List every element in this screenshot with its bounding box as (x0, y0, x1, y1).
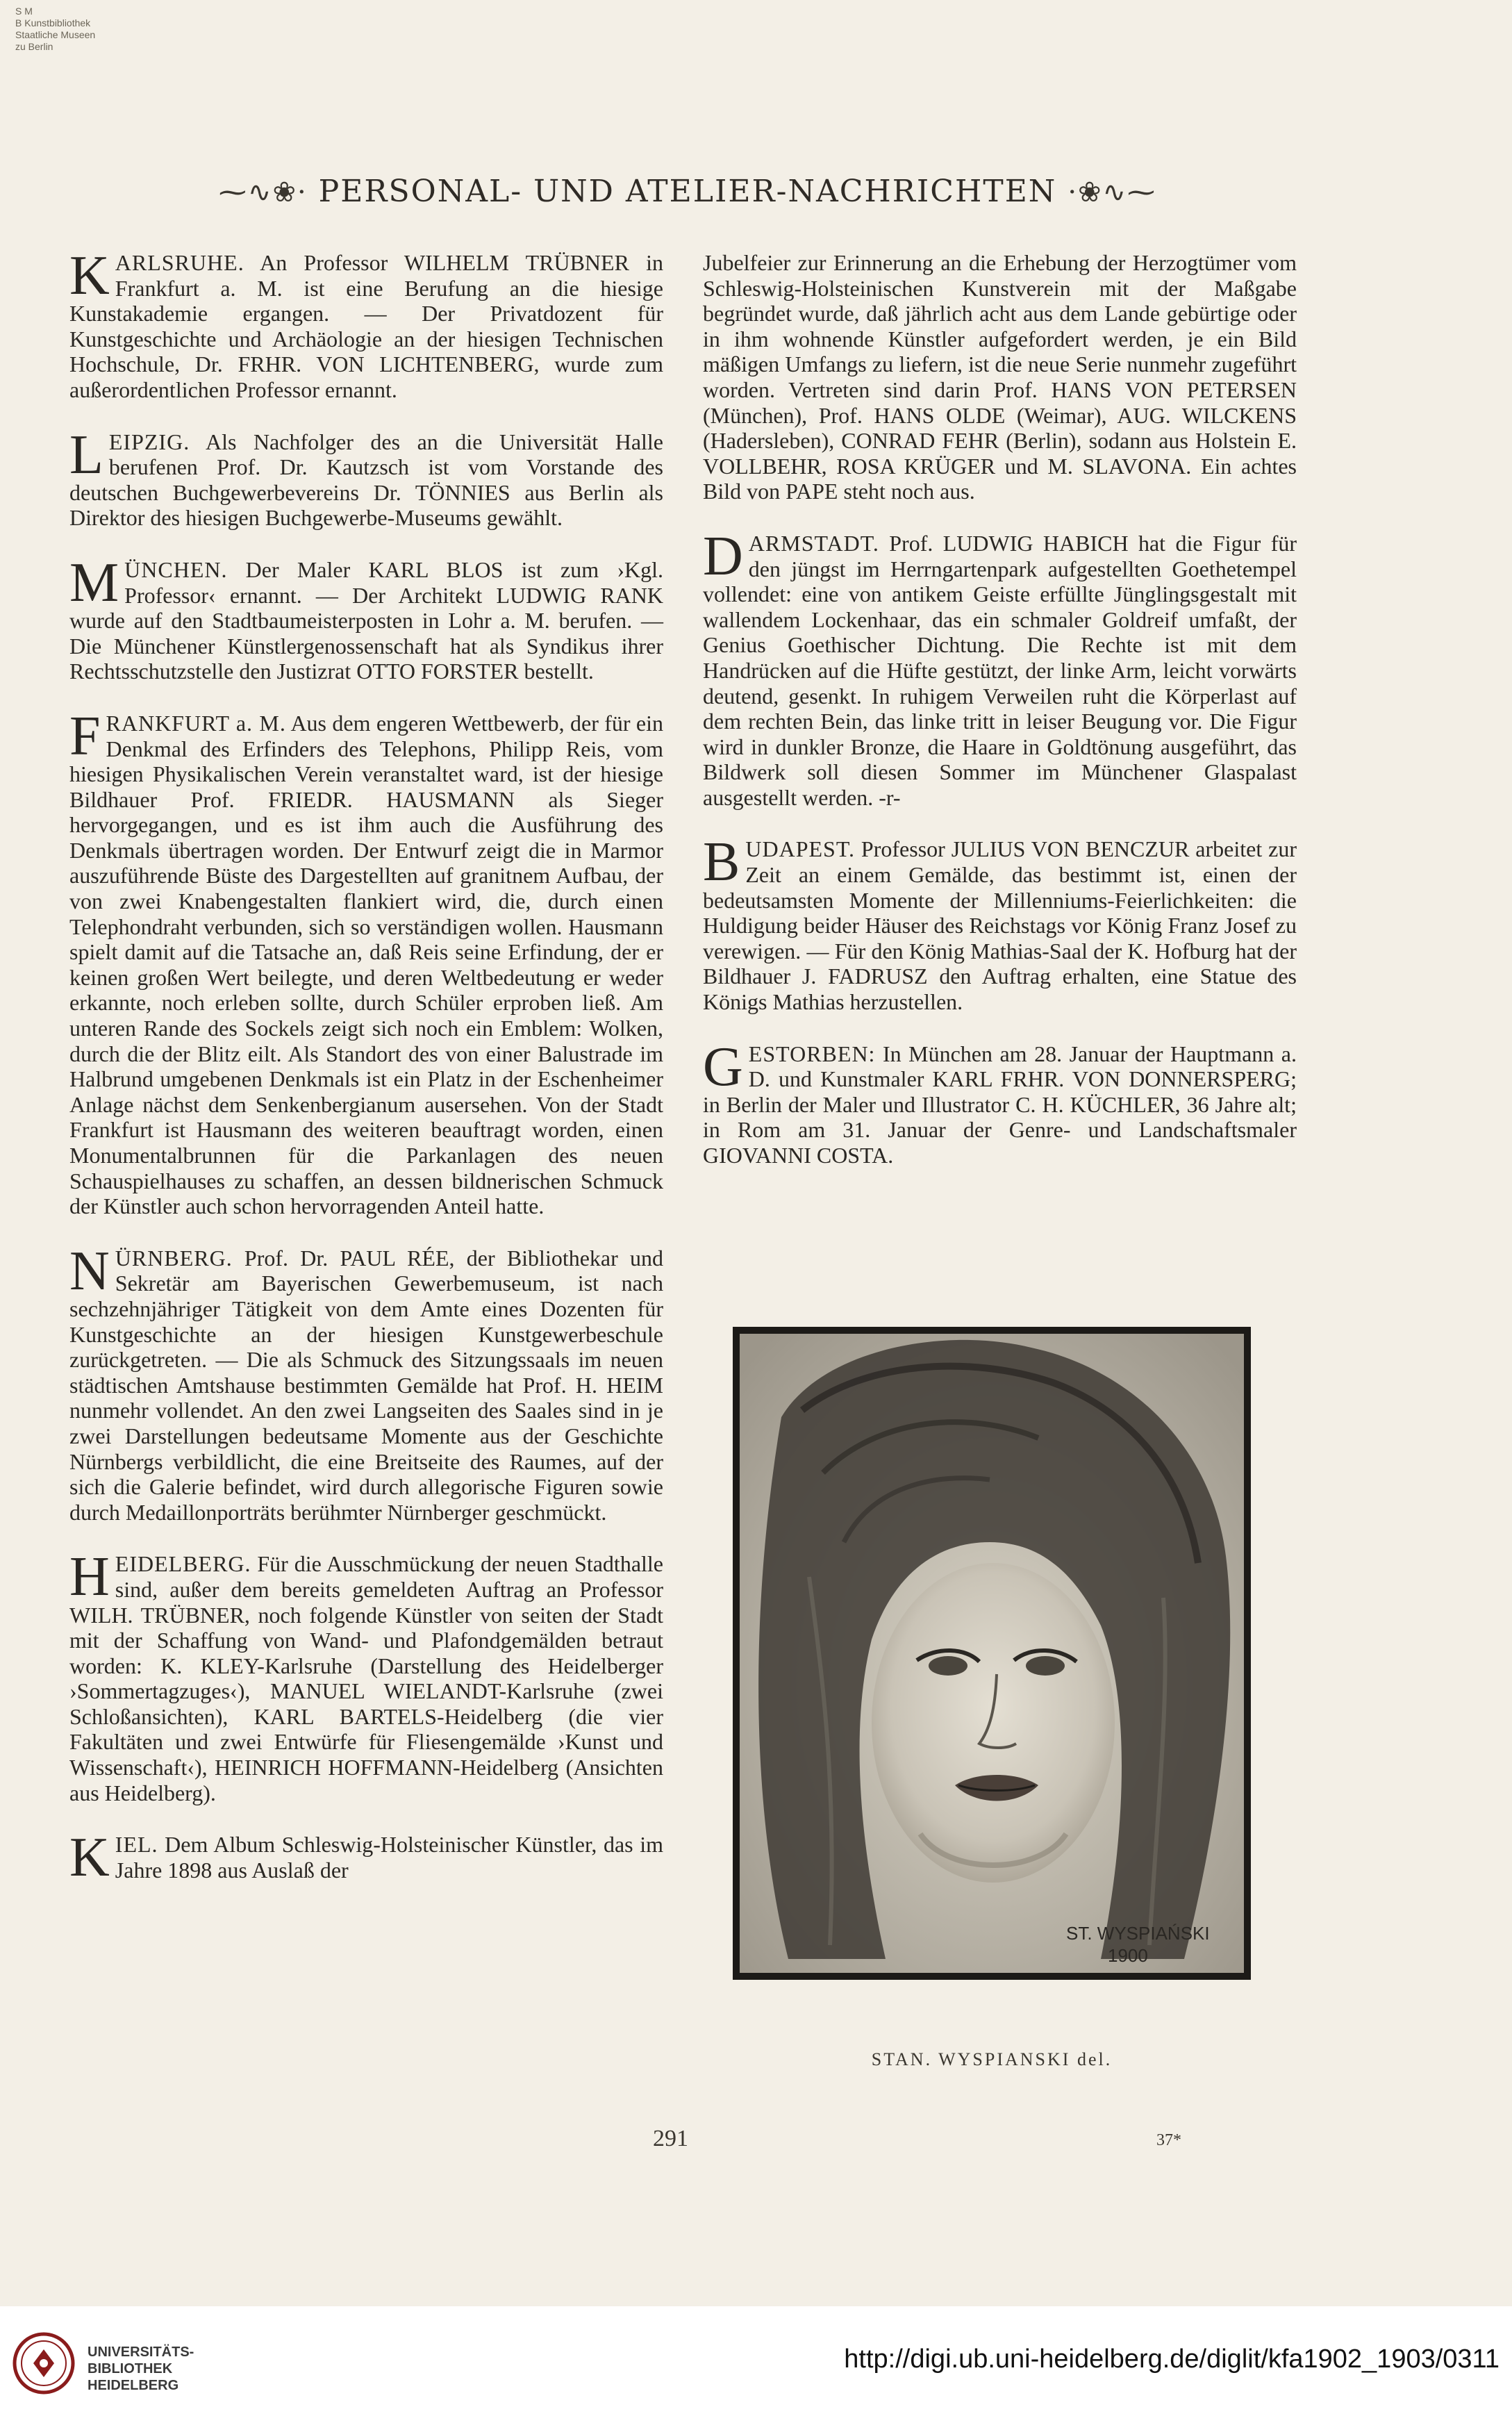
news-item (69, 1546, 663, 1805)
library-name (88, 2344, 194, 2394)
portrait-illustration (733, 1327, 1251, 1980)
stamp-line: Staatliche Museen (15, 29, 96, 40)
item-heading: RANKFURT a. M. (106, 710, 286, 736)
item-text: Für die Ausschmückung der neuen Stadthalle sind, außer dem bereits gemeldeten Auftrag an Professor WILH. TRÜBNER, noch folgende Künstler von seiten der Stadt mit der Schaffung von Wand- und Plafondgemälden betraut worden: K. KLEY-Karlsruhe (Darstellung des Heidelberger ›Sommertagzuges‹), MANUEL WIELANDT-Karlsruhe (zwei Schloßansichten), KARL BARTELS-Heidelberg (die vier Fakultäten und zwei Entwürfe für Fliesengemälde ›Kunst und Wissenschaft‹), HEINRICH HOFFMANN-Heidelberg (Ansichten aus Heidelberg). (69, 1551, 663, 1805)
left-column (69, 245, 663, 1909)
news-item (703, 832, 1297, 1015)
right-column (703, 250, 1297, 1195)
drop-cap: D (703, 525, 743, 587)
drop-cap: N (69, 1240, 110, 1302)
drop-cap: M (69, 552, 119, 613)
library-name-line: UNIVERSITÄTS- (88, 2345, 194, 2360)
item-text: Prof. LUDWIG HABICH hat die Figur für den jüngst im Herrngartenpark aufgestellten Goethetempel vollendet: eine von antikem Geiste erfüllte Jünglingsgestalt mit wallendem Lockenhaar, das ein schmaler Goldreif umfaßt, der Genius Goethischer Dichtung. Die Rechte ist mit dem Handrücken auf die Hüfte gestützt, der linke Arm, leicht vorwärts deutend, gesenkt. In ruhigem Verweilen ruht die Körperlast auf dem rechten Bein, das linke tritt in leiser Beugung vor. Die Figur wird in dunkler Bronze, die Haare in Goldtönung ausgeführt, das Bildwerk soll diesen Sommer im Münchener Glaspalast ausgestellt werden. -r- (703, 530, 1297, 810)
viewer-footer (0, 2306, 1512, 2423)
item-text: Dem Album Schleswig-Holsteinischer Künstler, das im Jahre 1898 aus Auslaß der (115, 1832, 663, 1883)
item-text: In München am 28. Januar der Hauptmann a. D. und Kunstmaler KARL FRHR. VON DONNERSPERG; in Berlin der Maler und Illustrator C. H. KÜCHLER, 36 Jahre alt; in Rom am 31. Januar der Genre- und Landschaftsmaler GIOVANNI COSTA. (703, 1041, 1297, 1168)
library-stamp (15, 6, 154, 53)
news-item-continued (703, 250, 1297, 504)
drop-cap: L (69, 424, 103, 486)
news-item (69, 424, 663, 531)
news-item (69, 1240, 663, 1525)
item-heading: ESTORBEN: (748, 1041, 876, 1066)
news-item (703, 525, 1297, 811)
news-item (69, 552, 663, 684)
item-heading: ÜRNBERG. (115, 1245, 233, 1271)
ornament-right-icon: ·❀∿⁓ (1067, 176, 1157, 208)
item-text: Als Nachfolger des an die Universität Halle berufenen Prof. Dr. Kautzsch ist vom Vorstande des deutschen Buchgewerbevereins Dr. TÖNNIES aus Berlin als Direktor des hiesigen Buchgewerbe-Museums gewählt. (69, 429, 663, 531)
item-heading: ARLSRUHE. (115, 250, 244, 275)
item-heading: EIPZIG. (108, 429, 190, 454)
permalink-url[interactable]: http://digi.ub.uni-heidelberg.de/diglit/kfa1902_1903/0311 (844, 2345, 1499, 2374)
stamp-line: zu Berlin (15, 41, 53, 52)
ornament-left-icon: ⁓∿❀· (218, 176, 308, 208)
signature-mark: 37* (1156, 2131, 1181, 2149)
drop-cap: H (69, 1546, 110, 1608)
item-heading: EIDELBERG. (115, 1551, 251, 1577)
item-heading: ÜNCHEN. (124, 556, 228, 582)
item-heading: UDAPEST. (745, 836, 855, 862)
news-item (703, 1036, 1297, 1168)
item-text: Aus dem engeren Wettbewerb, der für ein Denkmal des Erfinders des Telephons, Philipp Reis, vom hiesigen Physikalischen Verein veranstaltet ward, ist der hiesige Bildhauer Prof. FRIEDR. HAUSMANN als Sieger hervorgegangen, und es ist ihm auch die Ausführung des Denkmals übertragen worden. Der Entwurf zeigt die in Marmor auszuführende Büste des Dargestellten auf granitnem Aufbau, der von zwei Knabengestalten flankiert wird, die, durch einen Telephondraht verbunden, sich so verständigen wollen. Hausmann spielt damit auf die Tatsache an, daß Reis seine Erfindung, der er keinen großen Wert beilegte, und deren Weltbedeutung er weder erkannte, noch erleben sollte, durch Schüler erproben ließ. Am unteren Rande des Sockels zeigt sich noch ein Emblem: Wolken, durch die der Blitz eilt. Als Standort des von einer Balustrade im Halbrund umgebenen Denkmals ist ein Platz in der Eschenheimer Anlage nächst dem Senkenbergianum ausersehen. Von der Stadt Frankfurt ist Hausmann des weiteren beauftragt worden, einen Monumentalbrunnen für die Parkanlagen des neuen Schauspielhauses zu schaffen, an dessen bildnerischen Schmuck der Künstler auch schon hervorragenden Anteil hatte. (69, 710, 663, 1219)
item-text: Professor JULIUS VON BENCZUR arbeitet zur Zeit an einem Gemälde, das bestimmt ist, einen der bedeutsamsten Momente der Millenniums-Feierlichkeiten: die Huldigung beider Häuser des Reichstags vor König Franz Josef zu verewigen. — Für den König Mathias-Saal der K. Hofburg hat der Bildhauer J. FADRUSZ den Auftrag erhalten, eine Statue des Königs Mathias herzustellen. (703, 836, 1297, 1015)
news-item (69, 245, 663, 403)
artist-signature: ST. WYSPIAŃSKI (1066, 1923, 1210, 1944)
item-text: Jubelfeier zur Erinnerung an die Erhebung der Herzogtümer vom Schleswig-Holsteinischen Kunstverein mit der Maßgabe begründet wurde, daß jährlich acht aus dem Lande gebürtige oder in ihm wohnende Künstler aufgefordert werden, je ein Bild mäßigen Umfangs zu liefern, ist die neue Serie nunmehr zugeführt worden. Vertreten sind darin Prof. HANS VON PETERSEN (München), Prof. HANS OLDE (Weimar), AUG. WILCKENS (Hadersleben), CONRAD FEHR (Berlin), sodann aus Holstein E. VOLLBEHR, ROSA KRÜGER und M. SLAVONA. Ein achtes Bild von PAPE steht noch aus. (703, 250, 1297, 504)
child-portrait-sketch (740, 1334, 1244, 1973)
drop-cap: K (69, 245, 110, 306)
heidelberg-seal-icon (13, 2325, 75, 2408)
section-heading (208, 174, 1167, 209)
item-text: An Professor WILHELM TRÜBNER in Frankfurt a. M. ist eine Berufung an die hiesige Kunstakademie ergangen. — Der Privatdozent für Kunstgeschichte und Archäologie an der hiesigen Technischen Hochschule, Dr. FRHR. VON LICHTENBERG, wurde zum außerordentlichen Professor ernannt. (69, 250, 663, 402)
drop-cap: F (69, 705, 101, 767)
library-name-line: BIBLIOTHEK (88, 2361, 173, 2376)
stamp-line: B Kunstbibliothek (15, 17, 91, 28)
section-title: PERSONAL- UND ATELIER-NACHRICHTEN (318, 174, 1057, 209)
stamp-line: S M (15, 6, 33, 17)
artist-signature-year: 1900 (1108, 1945, 1148, 1966)
drop-cap: B (703, 832, 740, 893)
item-text: Der Maler KARL BLOS ist zum ›Kgl. Professor‹ ernannt. — Der Architekt LUDWIG RANK wurde auf den Stadtbaumeisterposten in Lohr a. M. berufen. — Die Münchener Künstlergenossenschaft hat als Syndikus ihrer Rechtsschutzstelle den Justizrat OTTO FORSTER bestellt. (69, 556, 663, 684)
drop-cap: G (703, 1036, 743, 1098)
drop-cap: K (69, 1827, 110, 1889)
library-name-line: HEIDELBERG (88, 2378, 179, 2393)
item-text: Prof. Dr. PAUL RÉE, der Bibliothekar und Sekretär am Bayerischen Gewerbemuseum, ist nach sechzehnjähriger Tätigkeit von dem Amte eines Dozenten für Kunstgeschichte an der hiesigen Kunstgewerbeschule zurückgetreten. — Die als Schmuck des Sitzungssaals im neuen städtischen Amtshause bestimmten Gemälde hat Prof. H. HEIM nunmehr vollendet. An den zwei Langseiten des Saales sind in je zwei Darstellungen bedeutsame Momente aus der Geschichte Nürnbergs verbildlicht, die eine Breitseite des Raumes, auf der sich die Galerie befindet, wird durch allegorische Figuren sowie durch Medaillonporträts berühmter Nürnberger geschmückt. (69, 1245, 663, 1525)
news-item (69, 1827, 663, 1889)
page-number: 291 (653, 2126, 688, 2151)
item-heading: IEL. (115, 1832, 158, 1858)
portrait-drawing (740, 1334, 1244, 1973)
item-heading: ARMSTADT. (748, 530, 879, 556)
news-item (69, 705, 663, 1219)
figure-caption: STAN. WYSPIANSKI del. (871, 2049, 1113, 2069)
university-library-logo[interactable] (13, 2322, 290, 2412)
